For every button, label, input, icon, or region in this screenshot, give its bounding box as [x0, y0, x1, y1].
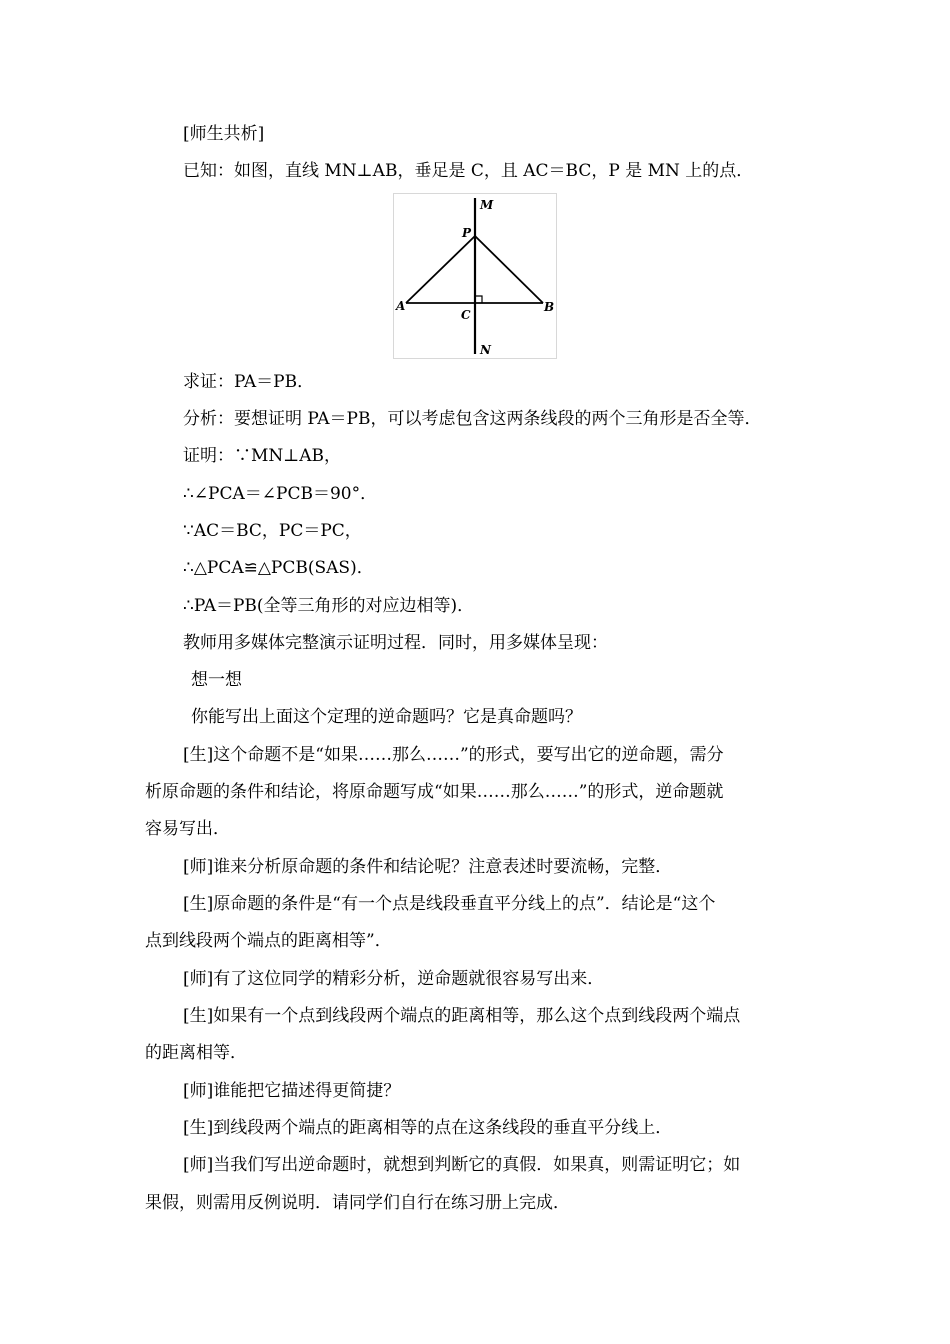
label-p: P: [462, 226, 472, 240]
prove-statement: 求证：PA＝PB．: [183, 372, 315, 392]
label-n: N: [480, 343, 491, 357]
dialogue-line: 的距离相等．: [145, 1043, 247, 1063]
dialogue-line: [师]当我们写出逆命题时，就想到判断它的真假．如果真，则需证明它；如: [183, 1155, 741, 1175]
label-m: M: [480, 198, 494, 212]
dialogue-line: [生]这个命题不是“如果……那么……”的形式，要写出它的逆命题，需分: [183, 745, 724, 765]
given-statement: 已知：如图，直线 MN⊥AB，垂足是 C，且 AC＝BC，P 是 MN 上的点．: [183, 161, 754, 181]
think-title: 想一想: [191, 670, 242, 690]
analysis-paragraph: 分析：要想证明 PA＝PB，可以考虑包含这两条线段的两个三角形是否全等．: [183, 409, 762, 429]
dialogue-line: [师]谁能把它描述得更简捷？: [183, 1081, 401, 1101]
think-question: 你能写出上面这个定理的逆命题吗？它是真命题吗？: [191, 707, 582, 727]
dialogue-line: [生]原命题的条件是“有一个点是线段垂直平分线上的点”．结论是“这个: [183, 894, 716, 914]
dialogue-line: 容易写出．: [145, 819, 230, 839]
geometry-figure: [393, 193, 557, 359]
segment-pa: [406, 236, 475, 303]
dialogue-line: [生]到线段两个端点的距离相等的点在这条线段的垂直平分线上．: [183, 1118, 673, 1138]
perpendicular-bisector-diagram: [394, 194, 556, 358]
section-heading: [师生共析]: [183, 124, 265, 144]
proof-line: ∴△PCA≌△PCB(SAS)．: [183, 558, 374, 578]
dialogue-line: 果假，则需用反例说明．请同学们自行在练习册上完成．: [145, 1193, 570, 1213]
proof-line: ∵AC＝BC，PC＝PC，: [183, 521, 362, 541]
teacher-note: 教师用多媒体完整演示证明过程．同时，用多媒体呈现：: [183, 633, 608, 653]
dialogue-line: 点到线段两个端点的距离相等”．: [145, 931, 392, 951]
dialogue-line: [生]如果有一个点到线段两个端点的距离相等，那么这个点到线段两个端点: [183, 1006, 741, 1026]
dialogue-line: [师]谁来分析原命题的条件和结论呢？注意表述时要流畅，完整．: [183, 857, 673, 877]
proof-line: 证明：∵MN⊥AB，: [183, 446, 342, 466]
label-c: C: [461, 308, 471, 322]
dialogue-line: [师]有了这位同学的精彩分析，逆命题就很容易写出来．: [183, 969, 605, 989]
label-b: B: [544, 300, 555, 314]
label-a: A: [396, 299, 406, 313]
proof-line: ∴PA＝PB(全等三角形的对应边相等)．: [183, 596, 475, 616]
segment-pb: [475, 236, 543, 303]
proof-line: ∴∠PCA＝∠PCB＝90°．: [183, 484, 378, 504]
dialogue-line: 析原命题的条件和结论，将原命题写成“如果……那么……”的形式，逆命题就: [145, 782, 724, 802]
